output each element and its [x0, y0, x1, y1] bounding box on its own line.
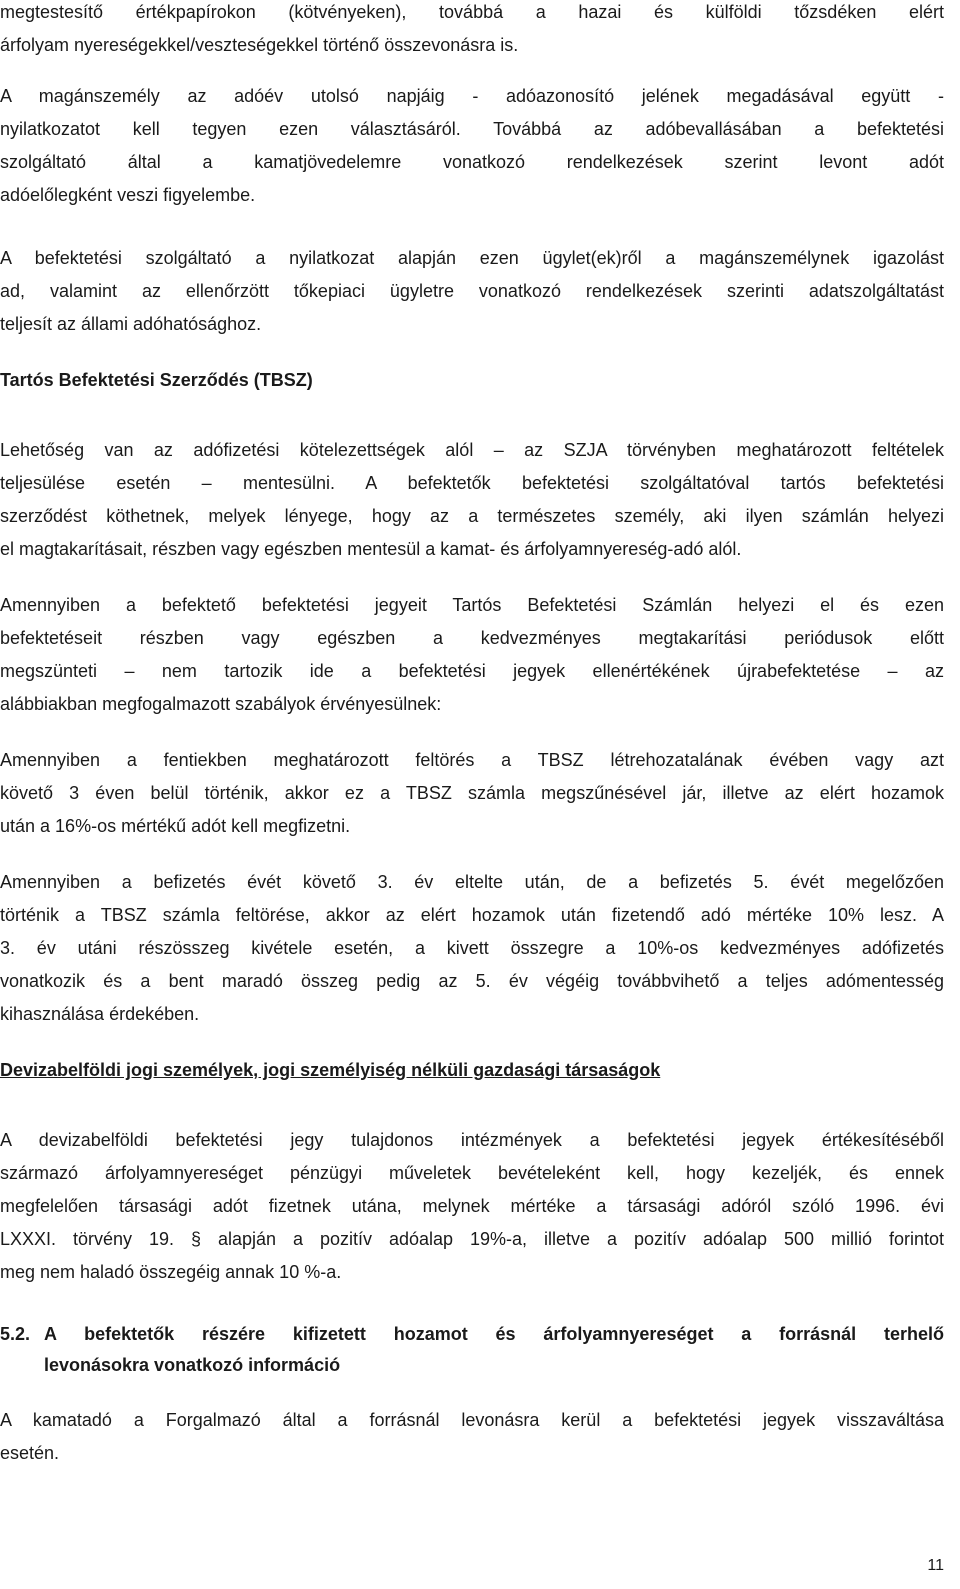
paragraph-6 [0, 748, 944, 847]
text-line: meg nem haladó összegéig annak 10 %-a. [0, 1262, 342, 1282]
text-line: A befektetési szolgáltató a nyilatkozat alapján ezen ügylet(ek)ről a magánszemélynek igazolást [0, 248, 944, 268]
paragraph-1 [0, 0, 944, 66]
text-line: után a 16%-os mértékű adót kell megfizetni. [0, 816, 351, 836]
text-line: befektetéseit részben vagy egészben a kedvezményes megtakarítási periódusok előtt [0, 628, 944, 648]
text-line: A magánszemély az adóév utolsó napjáig - adóazonosító jelének megadásával együtt - [0, 86, 944, 106]
text-line: történik a TBSZ számla feltörése, akkor az elért hozamok után fizetendő adó mértéke 10% lesz. A [0, 905, 944, 925]
section-heading: Devizabelföldi jogi személyek, jogi személyiség nélküli gazdasági társaságok [0, 1060, 661, 1080]
paragraph-5 [0, 593, 944, 725]
section-title-line: A befektetők részére kifizetett hozamot és árfolyamnyereséget a forrásnál terhelő [44, 1324, 944, 1344]
section-heading: Tartós Befektetési Szerződés (TBSZ) [0, 370, 313, 390]
text-line: nyilatkozatot kell tegyen ezen választásáról. Továbbá az adóbevallásában a befektetési [0, 119, 944, 139]
text-line: megtestesítő értékpapírokon (kötvényeken), továbbá a hazai és külföldi tőzsdéken elért [0, 2, 944, 22]
paragraph-7 [0, 870, 944, 1035]
text-line: szerződést köthetnek, melyek lényege, hogy az a természetes személy, aki ilyen számlán helyezi [0, 506, 944, 526]
text-line: 3. év utáni részösszeg kivétele esetén, a kivett összegre a 10%-os kedvezményes adófizetés [0, 938, 944, 958]
paragraph-8 [0, 1128, 944, 1293]
text-line: alábbiakban megfogalmazott szabályok érvényesülnek: [0, 694, 442, 714]
text-line: LXXXI. törvény 19. § alapján a pozitív adóalap 19%-a, illetve a pozitív adóalap 500 millió forintot [0, 1229, 944, 1249]
text-line: vonatkozik és a bent maradó összeg pedig az 5. év végéig továbbvihető a teljes adómentesség [0, 971, 944, 991]
paragraph-9 [0, 1408, 944, 1474]
text-line: ad, valamint az ellenőrzött tőkepiaci ügyletre vonatkozó rendelkezések szerinti adatszolgáltatást [0, 281, 944, 301]
text-line: Amennyiben a fentiekben meghatározott feltörés a TBSZ létrehozatalának évében vagy azt [0, 750, 944, 770]
text-line: Amennyiben a befizetés évét követő 3. év eltelte után, de a befizetés 5. évét megelőzően [0, 872, 944, 892]
section-title-line: levonásokra vonatkozó információ [44, 1355, 341, 1375]
text-line: adóelőlegként veszi figyelembe. [0, 185, 256, 205]
text-line: A devizabelföldi befektetési jegy tulajdonos intézmények a befektetési jegyek értékesítéséből [0, 1130, 944, 1150]
page-number: 11 [927, 1557, 944, 1574]
paragraph-3 [0, 246, 944, 345]
text-line: teljesít az állami adóhatósághoz. [0, 314, 262, 334]
text-line: megfelelően társasági adót fizetnek utána, melynek mértéke a társasági adóról szóló 1996. évi [0, 1196, 944, 1216]
text-line: követő 3 éven belül történik, akkor ez a TBSZ számla megszűnésével jár, illetve az elért hozamok [0, 783, 944, 803]
text-line: Lehetőség van az adófizetési kötelezettségek alól – az SZJA törvényben meghatározott feltételek [0, 440, 944, 460]
text-line: A kamatadó a Forgalmazó által a forrásnál levonásra kerül a befektetési jegyek visszaváltása [0, 1410, 944, 1430]
text-line: származó árfolyamnyereséget pénzügyi műveletek bevételeként kell, hogy kezeljék, és ennek [0, 1163, 944, 1183]
text-line: Amennyiben a befektető befektetési jegyeit Tartós Befektetési Számlán helyezi el és ezen [0, 595, 944, 615]
section-5-2-heading [0, 1318, 944, 1388]
paragraph-2 [0, 84, 944, 216]
text-line: kihasználása érdekében. [0, 1004, 200, 1024]
text-line: el magtakarításait, részben vagy egészben mentesül a kamat- és árfolyamnyereség-adó alól. [0, 539, 742, 559]
text-line: esetén. [0, 1443, 60, 1463]
text-line: teljesülése esetén – mentesülni. A befektetők befektetési szolgáltatóval tartós befektetési [0, 473, 944, 493]
text-line: szolgáltató által a kamatjövedelemre vonatkozó rendelkezések szerint levont adót [0, 152, 944, 172]
heading-devizabelfoldi [0, 1058, 944, 1091]
paragraph-4 [0, 438, 944, 570]
text-line: árfolyam nyereségekkel/veszteségekkel történő összevonásra is. [0, 35, 519, 55]
text-line: megszünteti – nem tartozik ide a befektetési jegyek ellenértékének újrabefektetése – az [0, 661, 944, 681]
heading-tbsz [0, 368, 944, 401]
section-number: 5.2. [0, 1324, 31, 1344]
